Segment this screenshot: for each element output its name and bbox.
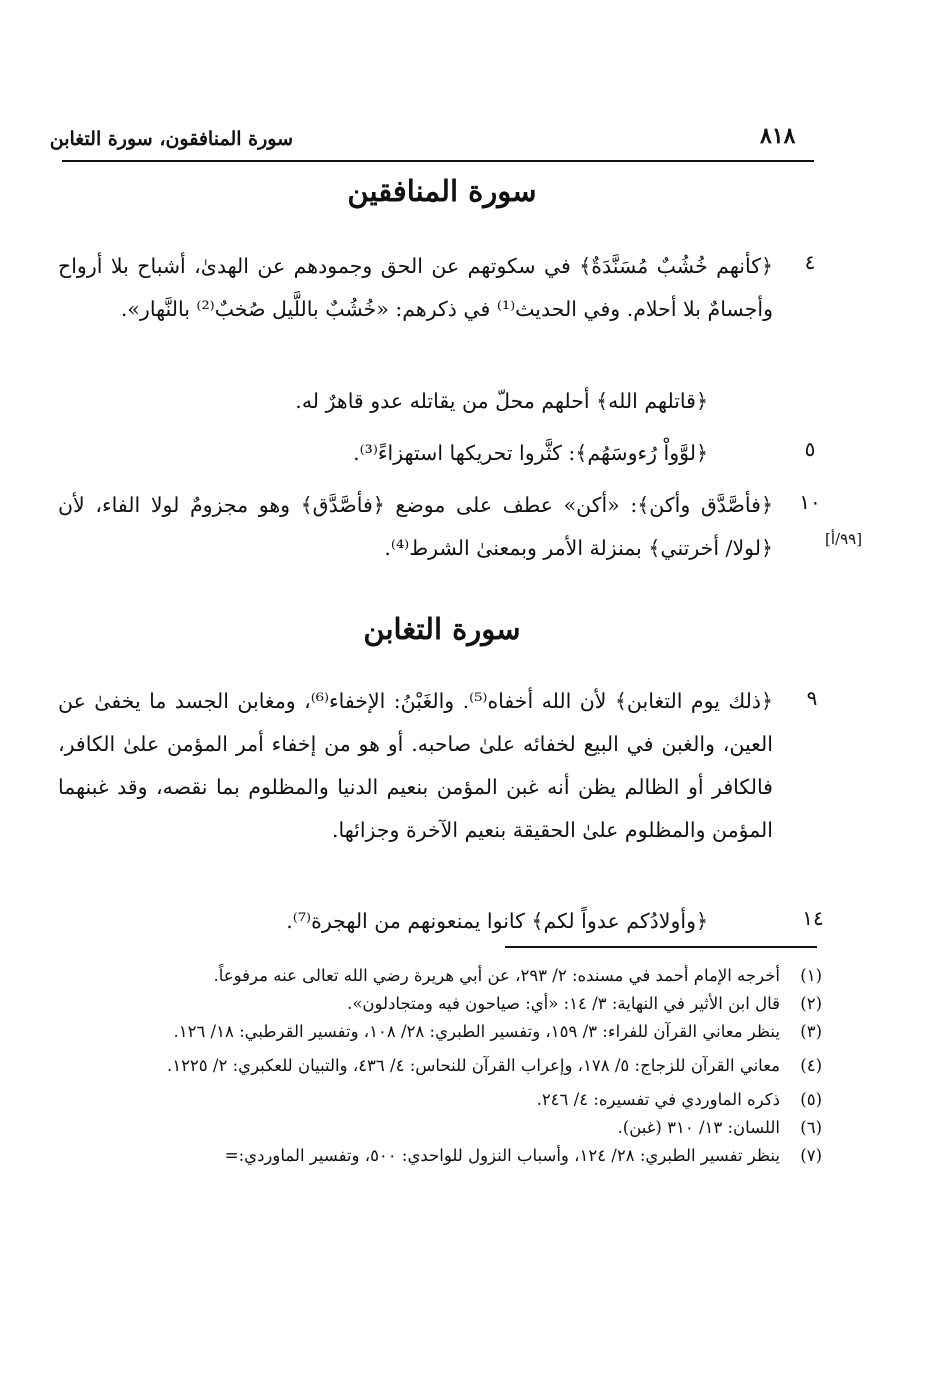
- verse-number: ١٤: [802, 906, 824, 930]
- page-number: ٨١٨: [760, 123, 796, 149]
- footnote-number: (٦): [800, 1118, 822, 1137]
- footnote-text: أخرجه الإمام أحمد في مسنده: ٢/ ٢٩٣، عن أبي هريرة رضي الله تعالى عنه مرفوعاً.: [213, 966, 780, 985]
- footnote-text: ينظر معاني القرآن للفراء: ٣/ ١٥٩، وتفسير الطبري: ٢٨/ ١٠٨، وتفسير القرطبي: ١٨/ ١٢٦.: [173, 1022, 780, 1041]
- verse-number: ٩: [806, 686, 818, 710]
- footnote-number: (٣): [800, 1022, 822, 1041]
- surah-title-taghabun: سورة التغابن: [363, 612, 521, 646]
- running-header-title: سورة المنافقون، سورة التغابن: [49, 128, 293, 150]
- commentary-paragraph: ﴿قاتلهم الله﴾ أحلهم محلّ من يقاتله عدو قاهرٌ له.: [295, 389, 708, 413]
- footnote-text: قال ابن الأثير في النهاية: ٣/ ١٤: «أي: صياحون فيه ومتجادلون».: [347, 994, 780, 1013]
- commentary-paragraph: ﴿ذلك يوم التغابن﴾ لأن الله أخفاه⁽⁵⁾. والغَبْنُ: الإخفاء⁽⁶⁾، ومغابن الجسد ما يخفىٰ عن العين، والغبن في البيع لخفائه علىٰ صاحبه. أو هو من إخفاء أمر المؤمن علىٰ الكافر، فالكافر أو الظالم يظن أنه غبن المؤمن بنعيم الدنيا والمظلوم بما نقصه، وقد غبنهما المؤمن والمظلوم علىٰ الحقيقة بنعيم الآخرة وجزائها.: [58, 689, 773, 842]
- commentary-paragraph: ﴿لوَّواْ رُءوسَهُم﴾: كثَّروا تحريكها استهزاءً⁽³⁾.: [353, 441, 708, 465]
- footnote: [62, 1086, 822, 1114]
- footnote-number: (١): [800, 966, 822, 985]
- header-divider: [62, 160, 814, 162]
- footnote-text: ينظر تفسير الطبري: ٢٨/ ١٢٤، وأسباب النزول للواحدي: ٥٠٠، وتفسير الماوردي:=: [224, 1146, 780, 1165]
- footnote: [62, 1142, 822, 1170]
- verse-number: ٥: [804, 437, 816, 461]
- footnote: [62, 1052, 822, 1080]
- commentary-paragraph: ﴿وأولادُكم عدواً لكم﴾ كانوا يمنعونهم من الهجرة⁽⁷⁾.: [286, 909, 708, 933]
- verse-number: ٤: [804, 250, 816, 274]
- manuscript-folio-reference: [٩٩/أ]: [825, 530, 863, 548]
- footnote-number: (٧): [800, 1146, 822, 1165]
- footnote: [62, 962, 822, 990]
- verse-number: ١٠: [799, 490, 821, 514]
- footnote-text: اللسان: ١٣/ ٣١٠ (غبن).: [617, 1118, 780, 1137]
- commentary-paragraph: ﴿كأنهم خُشُبٌ مُسَنَّدَةٌ﴾ في سكوتهم عن الحق وجمودهم عن الهدىٰ، أشباح بلا أرواح وأجسامٌ بلا أحلام. وفي الحديث⁽¹⁾ في ذكرهم: «خُشُبٌ باللَّيل صُخبٌ⁽²⁾ بالنَّهار».: [58, 254, 773, 321]
- footnotes-section: [62, 962, 822, 1170]
- footnote-number: (٥): [800, 1090, 822, 1109]
- footnote: [62, 990, 822, 1018]
- surah-title-munafiqun: سورة المنافقين: [347, 174, 537, 208]
- footnote-divider: [505, 946, 817, 948]
- footnote: [62, 1018, 822, 1046]
- footnote-text: معاني القرآن للزجاج: ٥/ ١٧٨، وإعراب القرآن للنحاس: ٤/ ٤٣٦، والتبيان للعكبري: ٢/ ١٢٢٥.: [166, 1056, 780, 1075]
- footnote: [62, 1114, 822, 1142]
- footnote-text: ذكره الماوردي في تفسيره: ٤/ ٢٤٦.: [536, 1090, 780, 1109]
- footnote-number: (٤): [800, 1056, 822, 1075]
- footnote-number: (٢): [800, 994, 822, 1013]
- commentary-paragraph: ﴿فأصَّدَّق وأكن﴾: «أكن» عطف على موضع ﴿فأصَّدَّق﴾ وهو مجزومٌ لولا الفاء، لأن ﴿لولا/ أخرتني﴾ بمنزلة الأمر وبمعنىٰ الشرط⁽⁴⁾.: [58, 493, 773, 560]
